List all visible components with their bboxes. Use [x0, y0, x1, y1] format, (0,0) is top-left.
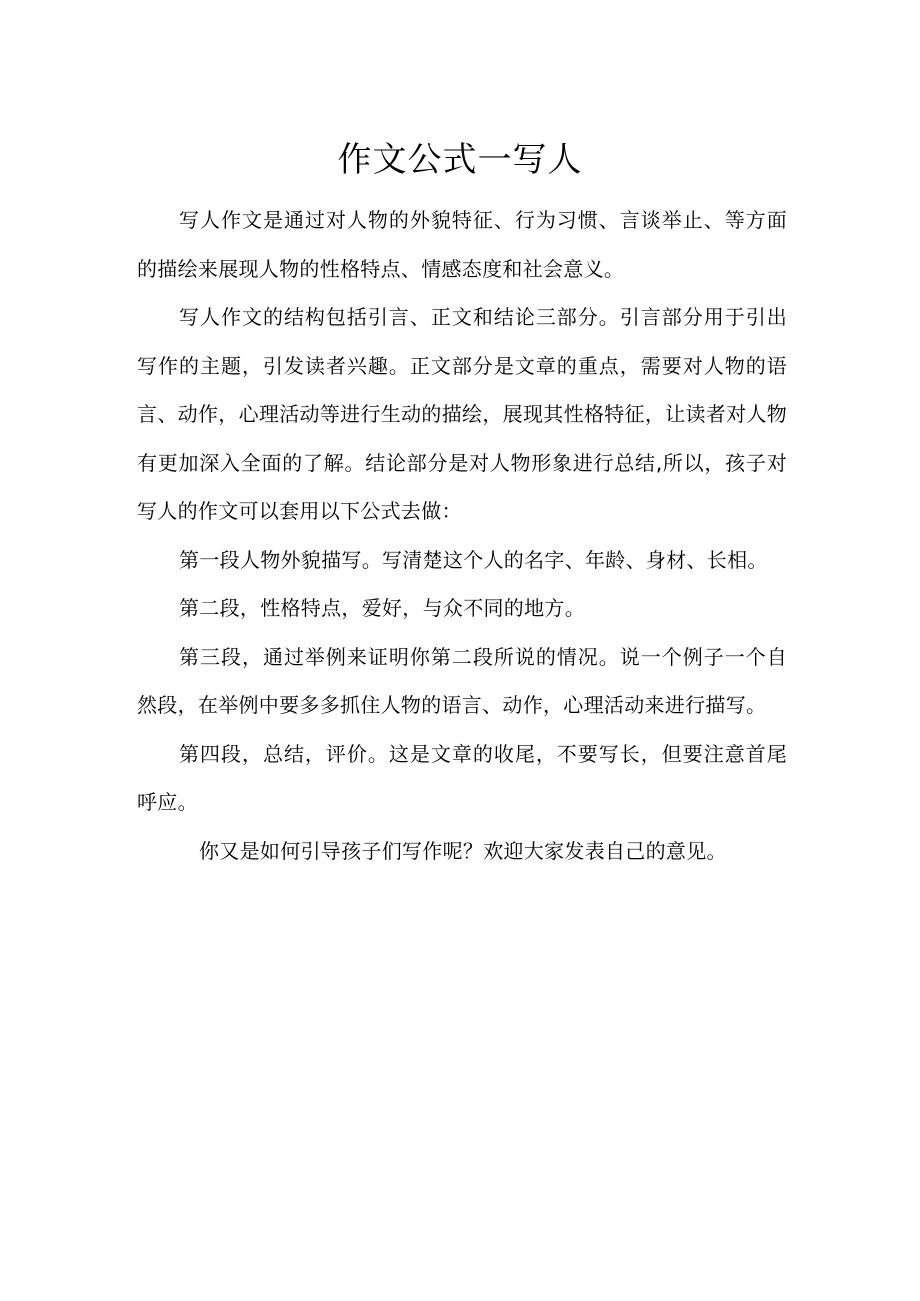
document-body: [137, 196, 787, 875]
paragraph-intro: 写人作文是通过对人物的外貌特征、行为习惯、言谈举止、等方面的描绘来展现人物的性格特点、情感态度和社会意义。: [137, 208, 787, 281]
paragraph-structure: 写人作文的结构包括引言、正文和结论三部分。引言部分用于引出写作的主题，引发读者兴趣。正文部分是文章的重点，需要对人物的语言、动作，心理活动等进行生动的描绘，展现其性格特征，让读者对人物有更加深入全面的了解。结论部分是对人物形象进行总结,所以，孩子对写人的作文可以套用以下公式去做：: [137, 305, 787, 523]
paragraph-step-1: 第一段人物外貌描写。写清楚这个人的名字、年龄、身材、长相。: [179, 547, 768, 572]
paragraph-step-3: 第三段，通过举例来证明你第二段所说的情况。说一个例子一个自然段，在举例中要多多抓住人物的语言、动作，心理活动来进行描写。: [137, 644, 787, 717]
paragraph-closing: 你又是如何引导孩子们写作呢？欢迎大家发表自己的意见。: [199, 838, 727, 863]
paragraph-step-4: 第四段，总结，评价。这是文章的收尾，不要写长，但要注意首尾呼应。: [137, 741, 787, 814]
paragraph-step-2: 第二段，性格特点，爱好，与众不同的地方。: [179, 596, 585, 620]
page-title: 作文公式一写人: [337, 140, 583, 180]
